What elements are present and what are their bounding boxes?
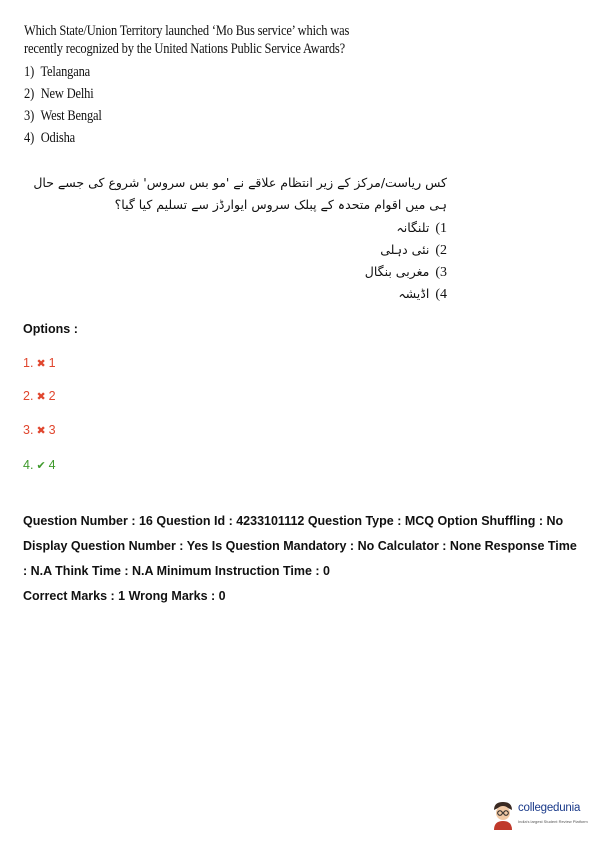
choice-value: 2 [48,389,56,403]
option-number: 2) [24,86,35,102]
option-number: 3) [24,108,35,124]
collegedunia-logo [490,800,590,830]
choice-value: 3 [48,423,56,437]
option-number: 2) [435,243,447,258]
option-text: Telangana [40,64,91,80]
student-avatar-icon [490,800,516,830]
question-stem-ur: کس ریاست/مرکز کے زیر انتظام علاقے نے 'مو بس سروس' شروع کی جسے حال ہی میں اقوام متحدہ کے پبلک سروس ایوارڈز سے تسلیم کیا گیا؟ [33,175,447,212]
option-number: 1) [24,64,35,80]
meta-line-1: Question Number : 16 Question Id : 4233101112 Question Type : MCQ Option Shuffling : No [23,514,564,528]
brand-name: collegedunia [518,802,581,814]
option-number: 1) [435,221,447,236]
option-text: اڈیشہ [398,286,430,301]
question-option-ur-2 [27,239,447,261]
question-option-en-4 [24,127,385,149]
option-number: 4) [24,130,35,146]
option-text: نئی دہلی [380,242,430,257]
marks-info: Correct Marks : 1 Wrong Marks : 0 [23,589,226,603]
question-option-en-2 [24,83,385,105]
option-choice-4 [23,458,56,472]
choice-number: 3. [23,423,34,437]
cross-icon: ✖ [36,391,46,403]
option-choice-2 [23,389,56,403]
option-choice-1 [23,356,56,370]
option-number: 4) [435,287,447,302]
option-text: Odisha [40,130,76,146]
choice-value: 4 [48,458,56,472]
check-icon: ✔ [36,460,46,472]
choice-value: 1 [48,356,56,370]
question-meta [23,509,583,584]
question-urdu [27,172,447,305]
question-option-ur-1 [27,217,447,239]
option-text: مغربی بنگال [364,264,430,279]
question-option-ur-4 [27,283,447,305]
question-stem-en: Which State/Union Territory launched ‘Mo Bus service’ which was recently recognized by the United Nations Public Service Awards? [24,23,350,57]
cross-icon: ✖ [36,425,46,437]
choice-number: 1. [23,356,34,370]
question-english [24,22,385,149]
meta-line-3: : N.A Think Time : N.A Minimum Instruction Time : 0 [23,564,330,578]
brand-tagline: India's largest Student Review Platform [518,819,588,824]
options-heading: Options : [23,322,78,336]
option-text: West Bengal [40,108,102,124]
option-number: 3) [435,265,447,280]
choice-number: 2. [23,389,34,403]
question-option-en-1 [24,61,385,83]
option-text: New Delhi [40,86,94,102]
option-text: تلنگانہ [396,220,430,235]
question-option-en-3 [24,105,385,127]
cross-icon: ✖ [36,358,46,370]
meta-line-2: Display Question Number : Yes Is Question Mandatory : No Calculator : None Response Time [23,539,577,553]
option-choice-3 [23,423,56,437]
question-option-ur-3 [27,261,447,283]
choice-number: 4. [23,458,34,472]
